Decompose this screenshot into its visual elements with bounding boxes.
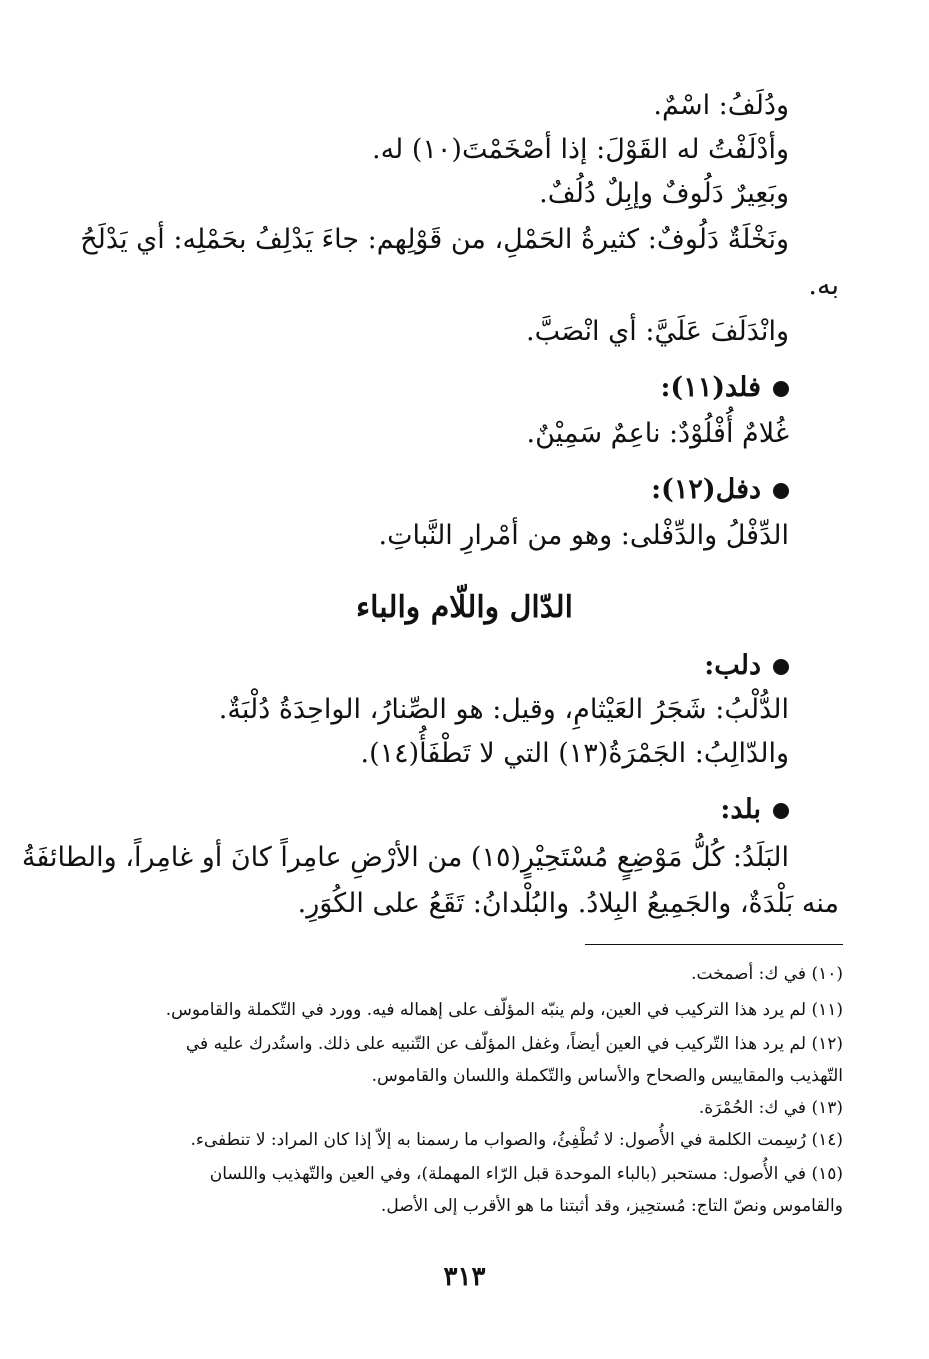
bullet-icon [773, 483, 789, 499]
footnote: (١٤) رُسِمت الكلمة في الأُصول: لا تُطْفِئُ، والصواب ما رسمنا به إلاّ إذا كان المراد: لا تنطفىء. [190, 1130, 843, 1150]
entry-heading [80, 646, 789, 686]
footnote-rule [585, 944, 843, 945]
entry-root: دلب: [704, 650, 761, 681]
footnote: (١٠) في ك: أصمخت. [691, 964, 843, 984]
entry-root: بلد: [720, 794, 761, 825]
text-line: غُلامٌ أُفْلُوْدٌ: ناعِمٌ سَمِيْنٌ. [526, 418, 789, 449]
text-line: ودُلَفُ: اسْمٌ. [653, 90, 789, 121]
text-line: والدّالِبُ: الجَمْرَةُ(١٣) التي لا تَطْفَأُ(١٤). [360, 738, 789, 769]
entry-heading [80, 470, 789, 510]
entry-heading [80, 368, 789, 408]
text-line: وبَعِيرٌ دَلُوفٌ وإبِلٌ دُلُفٌ. [539, 178, 789, 209]
footnote: (١٥) في الأُصول: مستحبر (بالباء الموحدة قبل الرّاء المهملة)، وفي العين والتّهذيب واللسان [209, 1164, 843, 1184]
bullet-icon [773, 803, 789, 819]
bullet-icon [773, 381, 789, 397]
text-line: ونَخْلَةٌ دَلُوفٌ: كثيرةُ الحَمْلِ، من قَوْلِهم: جاءَ يَدْلِفُ بحَمْلِه: أي يَدْلَحُ [80, 224, 789, 255]
footnote: (١٢) لم يرد هذا التّركيب في العين أيضاً، وغفل المؤلّف عن التّنبيه على ذلك. واستُدرك عليه في [185, 1034, 843, 1054]
footnote: (١١) لم يرد هذا التركيب في العين، ولم ينبّه المؤلّف على إهماله فيه. وورد في التّكملة والقاموس. [165, 1000, 843, 1020]
bullet-icon [773, 659, 789, 675]
text-line: الدُّلْبُ: شَجَرُ العَيْثامِ، وقيل: هو الصِّنارُ، الواحِدَةُ دُلْبَةٌ. [218, 694, 789, 725]
entry-root: دفل(١٢): [651, 474, 761, 505]
page-number: ٣١٣ [443, 1262, 486, 1292]
section-title: الدّال واللّام والباء [356, 590, 573, 625]
text-line: البَلَدُ: كُلُّ مَوْضِعٍ مُسْتَحِيْرٍ(١٥) من الأرْضِ عامِراً كانَ أو غامِراً، والطائفَةُ [21, 842, 789, 873]
footnote: والقاموس ونصّ التاج: مُستحِيز، وقد أثبتنا ما هو الأقرب إلى الأصل. [380, 1196, 843, 1216]
footnote: التّهذيب والمقاييس والصحاح والأساس والتّكملة واللسان والقاموس. [371, 1066, 843, 1086]
text-line: منه بَلْدَةٌ، والجَمِيعُ البِلادُ. والبُلْدانُ: تَقَعُ على الكُوَرِ. [297, 888, 839, 919]
text-line: الدِّفْلُ والدِّفْلى: وهو من أمْرارِ النَّباتِ. [378, 520, 789, 551]
text-line: وانْدَلَفَ عَلَيَّ: أي انْصَبَّ. [526, 316, 789, 347]
entry-root: فلد(١١): [660, 372, 761, 403]
text-line: وأدْلَفْتُ له القَوْلَ: إذا أصْخَمْتَ(١٠) له. [371, 134, 789, 165]
entry-heading [80, 790, 789, 830]
footnote: (١٣) في ك: الحُمْرَة. [698, 1098, 843, 1118]
text-line: به. [808, 270, 839, 301]
